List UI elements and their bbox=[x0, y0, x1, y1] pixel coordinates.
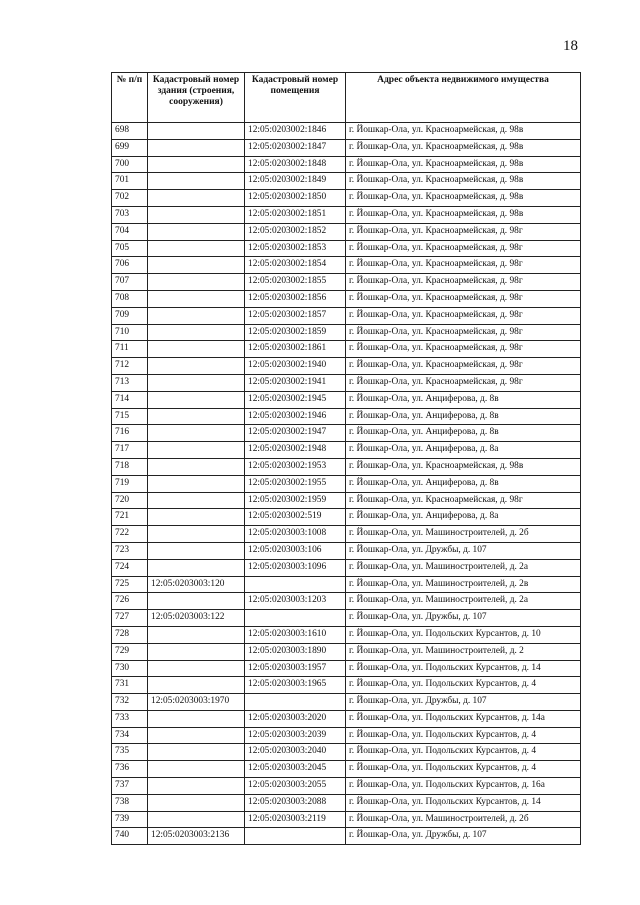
table-row bbox=[112, 677, 581, 694]
row-number-cell: 738 bbox=[112, 794, 148, 811]
row-number-cell: 740 bbox=[112, 828, 148, 845]
building-cadastral-cell bbox=[148, 223, 245, 240]
building-cadastral-cell bbox=[148, 559, 245, 576]
address-cell: г. Йошкар-Ола, ул. Машиностроителей, д. 2б bbox=[346, 811, 581, 828]
table-row bbox=[112, 257, 581, 274]
room-cadastral-cell bbox=[245, 610, 346, 627]
row-number-cell: 713 bbox=[112, 374, 148, 391]
table-body bbox=[112, 123, 581, 845]
room-cadastral-cell: 12:05:0203002:1846 bbox=[245, 123, 346, 140]
row-number-cell: 725 bbox=[112, 576, 148, 593]
row-number-cell: 726 bbox=[112, 593, 148, 610]
table-row bbox=[112, 240, 581, 257]
address-cell: г. Йошкар-Ола, ул. Подольских Курсантов, д. 14 bbox=[346, 660, 581, 677]
building-cadastral-cell bbox=[148, 727, 245, 744]
room-cadastral-cell: 12:05:0203002:1856 bbox=[245, 290, 346, 307]
table-row bbox=[112, 660, 581, 677]
building-cadastral-cell bbox=[148, 190, 245, 207]
row-number-cell: 710 bbox=[112, 324, 148, 341]
building-cadastral-cell bbox=[148, 778, 245, 795]
address-cell: г. Йошкар-Ола, ул. Красноармейская, д. 98в bbox=[346, 190, 581, 207]
address-cell: г. Йошкар-Ола, ул. Красноармейская, д. 98г bbox=[346, 290, 581, 307]
building-cadastral-cell bbox=[148, 358, 245, 375]
room-cadastral-cell bbox=[245, 694, 346, 711]
building-cadastral-cell bbox=[148, 542, 245, 559]
room-cadastral-cell bbox=[245, 576, 346, 593]
building-cadastral-cell bbox=[148, 341, 245, 358]
room-cadastral-cell: 12:05:0203002:1851 bbox=[245, 206, 346, 223]
table-row bbox=[112, 173, 581, 190]
header-number: № п/п bbox=[112, 73, 148, 123]
address-cell: г. Йошкар-Ола, ул. Красноармейская, д. 98в bbox=[346, 458, 581, 475]
building-cadastral-cell: 12:05:0203003:120 bbox=[148, 576, 245, 593]
row-number-cell: 698 bbox=[112, 123, 148, 140]
room-cadastral-cell: 12:05:0203003:1203 bbox=[245, 593, 346, 610]
table-row bbox=[112, 139, 581, 156]
row-number-cell: 739 bbox=[112, 811, 148, 828]
room-cadastral-cell: 12:05:0203002:1941 bbox=[245, 374, 346, 391]
address-cell: г. Йошкар-Ола, ул. Красноармейская, д. 98в bbox=[346, 123, 581, 140]
room-cadastral-cell bbox=[245, 828, 346, 845]
building-cadastral-cell bbox=[148, 240, 245, 257]
building-cadastral-cell bbox=[148, 206, 245, 223]
room-cadastral-cell: 12:05:0203002:1859 bbox=[245, 324, 346, 341]
building-cadastral-cell: 12:05:0203003:122 bbox=[148, 610, 245, 627]
address-cell: г. Йошкар-Ола, ул. Дружбы, д. 107 bbox=[346, 542, 581, 559]
building-cadastral-cell bbox=[148, 257, 245, 274]
building-cadastral-cell bbox=[148, 156, 245, 173]
address-cell: г. Йошкар-Ола, ул. Подольских Курсантов, д. 16а bbox=[346, 778, 581, 795]
address-cell: г. Йошкар-Ола, ул. Красноармейская, д. 98г bbox=[346, 492, 581, 509]
row-number-cell: 716 bbox=[112, 425, 148, 442]
table-row bbox=[112, 593, 581, 610]
room-cadastral-cell: 12:05:0203002:1947 bbox=[245, 425, 346, 442]
row-number-cell: 711 bbox=[112, 341, 148, 358]
address-cell: г. Йошкар-Ола, ул. Анциферова, д. 8в bbox=[346, 408, 581, 425]
table-row bbox=[112, 727, 581, 744]
table-row bbox=[112, 811, 581, 828]
address-cell: г. Йошкар-Ола, ул. Красноармейская, д. 98в bbox=[346, 156, 581, 173]
table-row bbox=[112, 458, 581, 475]
address-cell: г. Йошкар-Ола, ул. Дружбы, д. 107 bbox=[346, 828, 581, 845]
building-cadastral-cell bbox=[148, 408, 245, 425]
table-row bbox=[112, 324, 581, 341]
address-cell: г. Йошкар-Ола, ул. Анциферова, д. 8в bbox=[346, 425, 581, 442]
building-cadastral-cell bbox=[148, 744, 245, 761]
room-cadastral-cell: 12:05:0203002:519 bbox=[245, 509, 346, 526]
room-cadastral-cell: 12:05:0203002:1959 bbox=[245, 492, 346, 509]
row-number-cell: 719 bbox=[112, 475, 148, 492]
room-cadastral-cell: 12:05:0203002:1946 bbox=[245, 408, 346, 425]
building-cadastral-cell bbox=[148, 593, 245, 610]
address-cell: г. Йошкар-Ола, ул. Машиностроителей, д. 2а bbox=[346, 593, 581, 610]
table-row bbox=[112, 492, 581, 509]
room-cadastral-cell: 12:05:0203002:1854 bbox=[245, 257, 346, 274]
building-cadastral-cell bbox=[148, 442, 245, 459]
building-cadastral-cell bbox=[148, 274, 245, 291]
table-row bbox=[112, 509, 581, 526]
row-number-cell: 699 bbox=[112, 139, 148, 156]
address-cell: г. Йошкар-Ола, ул. Красноармейская, д. 98в bbox=[346, 173, 581, 190]
address-cell: г. Йошкар-Ола, ул. Дружбы, д. 107 bbox=[346, 694, 581, 711]
building-cadastral-cell bbox=[148, 710, 245, 727]
address-cell: г. Йошкар-Ола, ул. Подольских Курсантов, д. 14 bbox=[346, 794, 581, 811]
row-number-cell: 735 bbox=[112, 744, 148, 761]
building-cadastral-cell bbox=[148, 660, 245, 677]
building-cadastral-cell bbox=[148, 425, 245, 442]
address-cell: г. Йошкар-Ола, ул. Красноармейская, д. 98г bbox=[346, 374, 581, 391]
table-row bbox=[112, 408, 581, 425]
address-cell: г. Йошкар-Ола, ул. Красноармейская, д. 98г bbox=[346, 358, 581, 375]
building-cadastral-cell bbox=[148, 509, 245, 526]
row-number-cell: 736 bbox=[112, 761, 148, 778]
building-cadastral-cell bbox=[148, 290, 245, 307]
table-row bbox=[112, 475, 581, 492]
building-cadastral-cell bbox=[148, 811, 245, 828]
table-row bbox=[112, 610, 581, 627]
room-cadastral-cell: 12:05:0203002:1948 bbox=[245, 442, 346, 459]
building-cadastral-cell: 12:05:0203003:2136 bbox=[148, 828, 245, 845]
address-cell: г. Йошкар-Ола, ул. Красноармейская, д. 98г bbox=[346, 240, 581, 257]
row-number-cell: 703 bbox=[112, 206, 148, 223]
table-row bbox=[112, 694, 581, 711]
row-number-cell: 708 bbox=[112, 290, 148, 307]
address-cell: г. Йошкар-Ола, ул. Машиностроителей, д. 2в bbox=[346, 576, 581, 593]
row-number-cell: 731 bbox=[112, 677, 148, 694]
address-cell: г. Йошкар-Ола, ул. Красноармейская, д. 98в bbox=[346, 206, 581, 223]
building-cadastral-cell bbox=[148, 794, 245, 811]
row-number-cell: 728 bbox=[112, 626, 148, 643]
building-cadastral-cell bbox=[148, 761, 245, 778]
page-number: 18 bbox=[563, 38, 578, 54]
room-cadastral-cell: 12:05:0203003:1957 bbox=[245, 660, 346, 677]
address-cell: г. Йошкар-Ола, ул. Красноармейская, д. 98г bbox=[346, 223, 581, 240]
property-registry-table bbox=[111, 72, 581, 845]
room-cadastral-cell: 12:05:0203002:1852 bbox=[245, 223, 346, 240]
table-row bbox=[112, 123, 581, 140]
row-number-cell: 718 bbox=[112, 458, 148, 475]
address-cell: г. Йошкар-Ола, ул. Подольских Курсантов, д. 4 bbox=[346, 677, 581, 694]
table-row bbox=[112, 223, 581, 240]
room-cadastral-cell: 12:05:0203003:2039 bbox=[245, 727, 346, 744]
building-cadastral-cell bbox=[148, 173, 245, 190]
table-row bbox=[112, 778, 581, 795]
table-header-row bbox=[112, 73, 581, 123]
row-number-cell: 722 bbox=[112, 526, 148, 543]
table-row bbox=[112, 710, 581, 727]
row-number-cell: 712 bbox=[112, 358, 148, 375]
table-row bbox=[112, 190, 581, 207]
row-number-cell: 700 bbox=[112, 156, 148, 173]
room-cadastral-cell: 12:05:0203002:1850 bbox=[245, 190, 346, 207]
address-cell: г. Йошкар-Ола, ул. Красноармейская, д. 98г bbox=[346, 307, 581, 324]
header-building-cadastral: Кадастровый номер здания (строения, сооружения) bbox=[148, 73, 245, 123]
room-cadastral-cell: 12:05:0203003:2045 bbox=[245, 761, 346, 778]
row-number-cell: 733 bbox=[112, 710, 148, 727]
row-number-cell: 702 bbox=[112, 190, 148, 207]
row-number-cell: 732 bbox=[112, 694, 148, 711]
building-cadastral-cell bbox=[148, 374, 245, 391]
room-cadastral-cell: 12:05:0203003:2020 bbox=[245, 710, 346, 727]
building-cadastral-cell bbox=[148, 643, 245, 660]
row-number-cell: 717 bbox=[112, 442, 148, 459]
address-cell: г. Йошкар-Ола, ул. Подольских Курсантов, д. 4 bbox=[346, 744, 581, 761]
header-address: Адрес объекта недвижимого имущества bbox=[346, 73, 581, 123]
room-cadastral-cell: 12:05:0203002:1955 bbox=[245, 475, 346, 492]
row-number-cell: 720 bbox=[112, 492, 148, 509]
building-cadastral-cell bbox=[148, 526, 245, 543]
room-cadastral-cell: 12:05:0203003:1610 bbox=[245, 626, 346, 643]
row-number-cell: 737 bbox=[112, 778, 148, 795]
building-cadastral-cell bbox=[148, 307, 245, 324]
address-cell: г. Йошкар-Ола, ул. Дружбы, д. 107 bbox=[346, 610, 581, 627]
table-row bbox=[112, 442, 581, 459]
building-cadastral-cell bbox=[148, 324, 245, 341]
row-number-cell: 701 bbox=[112, 173, 148, 190]
room-cadastral-cell: 12:05:0203002:1945 bbox=[245, 391, 346, 408]
room-cadastral-cell: 12:05:0203003:1890 bbox=[245, 643, 346, 660]
address-cell: г. Йошкар-Ола, ул. Подольских Курсантов, д. 10 bbox=[346, 626, 581, 643]
table-row bbox=[112, 391, 581, 408]
address-cell: г. Йошкар-Ола, ул. Красноармейская, д. 98г bbox=[346, 341, 581, 358]
table-row bbox=[112, 761, 581, 778]
building-cadastral-cell bbox=[148, 475, 245, 492]
row-number-cell: 734 bbox=[112, 727, 148, 744]
address-cell: г. Йошкар-Ола, ул. Красноармейская, д. 98г bbox=[346, 257, 581, 274]
table-row bbox=[112, 643, 581, 660]
room-cadastral-cell: 12:05:0203002:1853 bbox=[245, 240, 346, 257]
address-cell: г. Йошкар-Ола, ул. Машиностроителей, д. 2 bbox=[346, 643, 581, 660]
table-row bbox=[112, 307, 581, 324]
room-cadastral-cell: 12:05:0203003:2119 bbox=[245, 811, 346, 828]
row-number-cell: 714 bbox=[112, 391, 148, 408]
building-cadastral-cell bbox=[148, 492, 245, 509]
room-cadastral-cell: 12:05:0203003:1096 bbox=[245, 559, 346, 576]
address-cell: г. Йошкар-Ола, ул. Анциферова, д. 8а bbox=[346, 442, 581, 459]
table-row bbox=[112, 559, 581, 576]
address-cell: г. Йошкар-Ола, ул. Анциферова, д. 8а bbox=[346, 509, 581, 526]
table-row bbox=[112, 290, 581, 307]
address-cell: г. Йошкар-Ола, ул. Анциферова, д. 8в bbox=[346, 391, 581, 408]
room-cadastral-cell: 12:05:0203003:2088 bbox=[245, 794, 346, 811]
table-row bbox=[112, 374, 581, 391]
table-row bbox=[112, 274, 581, 291]
room-cadastral-cell: 12:05:0203003:1965 bbox=[245, 677, 346, 694]
address-cell: г. Йошкар-Ола, ул. Машиностроителей, д. 2а bbox=[346, 559, 581, 576]
building-cadastral-cell bbox=[148, 626, 245, 643]
row-number-cell: 729 bbox=[112, 643, 148, 660]
address-cell: г. Йошкар-Ола, ул. Красноармейская, д. 98в bbox=[346, 139, 581, 156]
building-cadastral-cell: 12:05:0203003:1970 bbox=[148, 694, 245, 711]
table-row bbox=[112, 206, 581, 223]
building-cadastral-cell bbox=[148, 123, 245, 140]
room-cadastral-cell: 12:05:0203002:1848 bbox=[245, 156, 346, 173]
row-number-cell: 706 bbox=[112, 257, 148, 274]
row-number-cell: 727 bbox=[112, 610, 148, 627]
row-number-cell: 723 bbox=[112, 542, 148, 559]
address-cell: г. Йошкар-Ола, ул. Подольских Курсантов, д. 4 bbox=[346, 761, 581, 778]
address-cell: г. Йошкар-Ола, ул. Машиностроителей, д. 2б bbox=[346, 526, 581, 543]
room-cadastral-cell: 12:05:0203002:1849 bbox=[245, 173, 346, 190]
room-cadastral-cell: 12:05:0203002:1953 bbox=[245, 458, 346, 475]
room-cadastral-cell: 12:05:0203003:106 bbox=[245, 542, 346, 559]
table-row bbox=[112, 542, 581, 559]
table-row bbox=[112, 341, 581, 358]
header-room-cadastral: Кадастровый номер помещения bbox=[245, 73, 346, 123]
table-row bbox=[112, 526, 581, 543]
room-cadastral-cell: 12:05:0203002:1861 bbox=[245, 341, 346, 358]
row-number-cell: 730 bbox=[112, 660, 148, 677]
table-row bbox=[112, 828, 581, 845]
building-cadastral-cell bbox=[148, 139, 245, 156]
room-cadastral-cell: 12:05:0203003:2040 bbox=[245, 744, 346, 761]
table-row bbox=[112, 626, 581, 643]
table-row bbox=[112, 358, 581, 375]
row-number-cell: 715 bbox=[112, 408, 148, 425]
address-cell: г. Йошкар-Ола, ул. Подольских Курсантов, д. 14а bbox=[346, 710, 581, 727]
address-cell: г. Йошкар-Ола, ул. Красноармейская, д. 98г bbox=[346, 274, 581, 291]
row-number-cell: 709 bbox=[112, 307, 148, 324]
room-cadastral-cell: 12:05:0203003:1008 bbox=[245, 526, 346, 543]
building-cadastral-cell bbox=[148, 391, 245, 408]
address-cell: г. Йошкар-Ола, ул. Анциферова, д. 8в bbox=[346, 475, 581, 492]
row-number-cell: 724 bbox=[112, 559, 148, 576]
building-cadastral-cell bbox=[148, 458, 245, 475]
row-number-cell: 705 bbox=[112, 240, 148, 257]
row-number-cell: 721 bbox=[112, 509, 148, 526]
table-row bbox=[112, 156, 581, 173]
address-cell: г. Йошкар-Ола, ул. Красноармейская, д. 98г bbox=[346, 324, 581, 341]
table-row bbox=[112, 744, 581, 761]
row-number-cell: 704 bbox=[112, 223, 148, 240]
building-cadastral-cell bbox=[148, 677, 245, 694]
room-cadastral-cell: 12:05:0203002:1940 bbox=[245, 358, 346, 375]
room-cadastral-cell: 12:05:0203002:1847 bbox=[245, 139, 346, 156]
row-number-cell: 707 bbox=[112, 274, 148, 291]
room-cadastral-cell: 12:05:0203002:1857 bbox=[245, 307, 346, 324]
table-row bbox=[112, 425, 581, 442]
room-cadastral-cell: 12:05:0203002:1855 bbox=[245, 274, 346, 291]
room-cadastral-cell: 12:05:0203003:2055 bbox=[245, 778, 346, 795]
table-row bbox=[112, 576, 581, 593]
address-cell: г. Йошкар-Ола, ул. Подольских Курсантов, д. 4 bbox=[346, 727, 581, 744]
table-row bbox=[112, 794, 581, 811]
